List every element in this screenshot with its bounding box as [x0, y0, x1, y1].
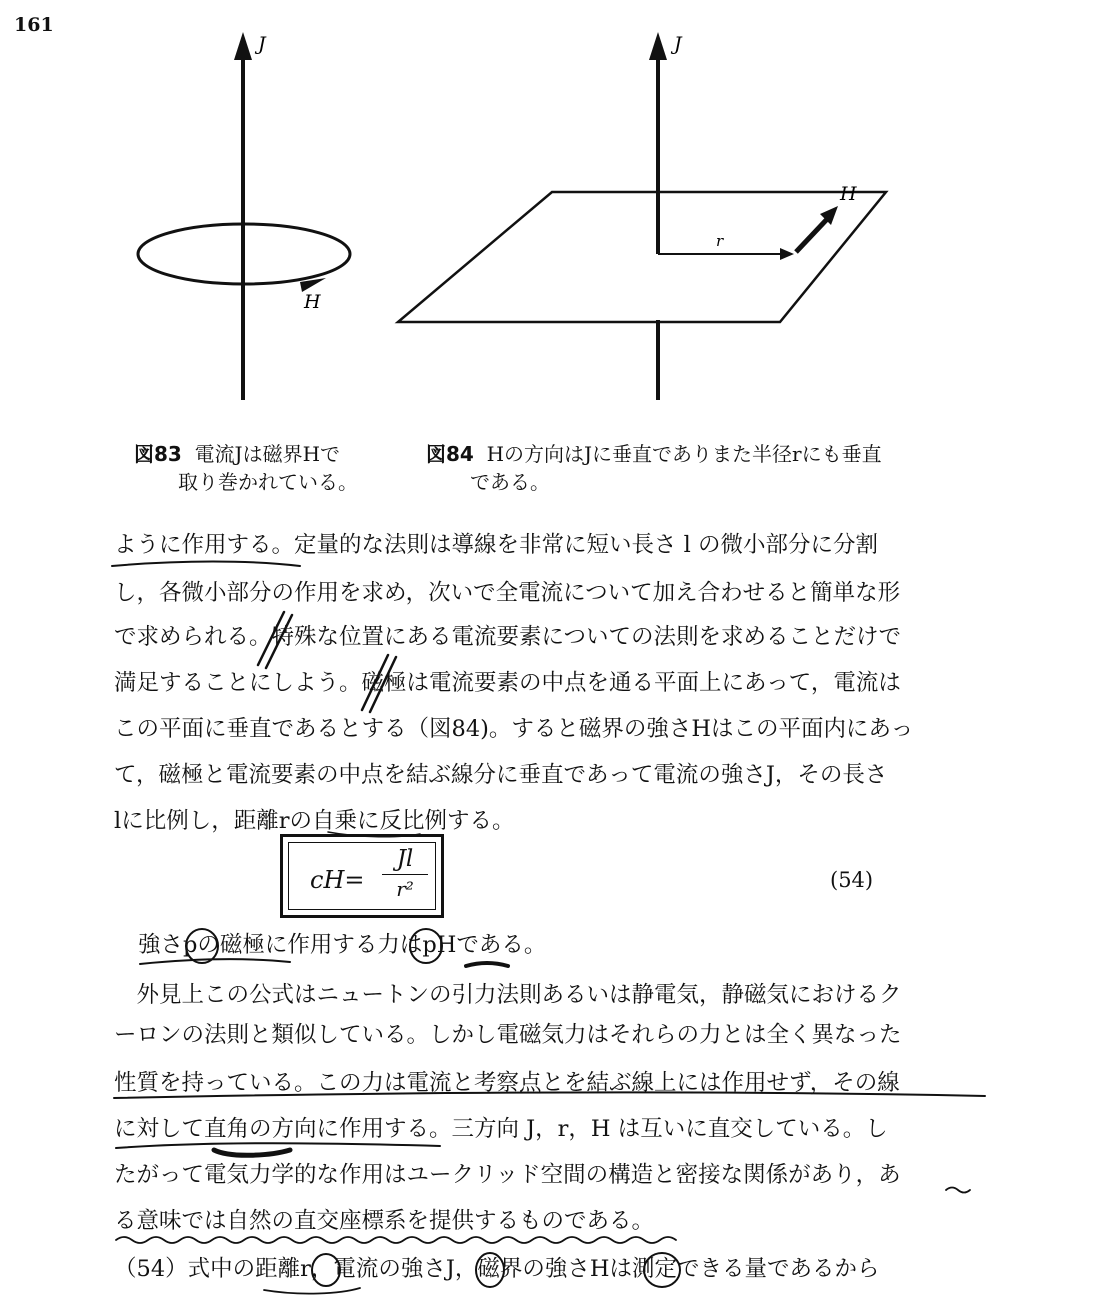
figure-84-caption [426, 440, 882, 496]
body-line: （54）式中の距離r，電流の強さJ，磁界の強さHは測定できる量であるから [114, 1256, 880, 1282]
field-label: H [304, 291, 321, 313]
body-line: この平面に垂直であるとする（図84)。すると磁界の強さHはこの平面内にあっ [114, 716, 914, 742]
body-line: て，磁極と電流要素の中点を結ぶ線分に垂直であって電流の強さJ，その長さ [114, 762, 888, 788]
body-line: で求められる。特殊な位置にある電流要素についての法則を求めることだけで [114, 624, 902, 650]
wavy-underline-mark [116, 1237, 676, 1243]
field-label: H [840, 183, 857, 205]
caption-text: 取り巻かれている。 [178, 470, 358, 494]
body-line: 強さpの磁極に作用する力はpHである。 [138, 932, 547, 958]
equation-fraction [382, 846, 428, 901]
caption-text: Hの方向はJに垂直でありまた半径rにも垂直 [486, 442, 882, 466]
body-line: たがって電気力学的な作用はユークリッド空間の構造と密接な関係があり，あ [114, 1162, 901, 1188]
page-number: 161 [14, 14, 54, 36]
caption-text: である。 [470, 470, 550, 494]
underline-mark [112, 562, 300, 567]
current-arrow-icon [234, 32, 252, 60]
figure-84 [398, 32, 886, 400]
equation-lhs: cH= [310, 866, 365, 894]
caption-number: 図84 [426, 442, 474, 466]
wavy-underline-mark [946, 1188, 970, 1193]
caption-text: 電流Jは磁界Hで [194, 442, 341, 466]
body-line: 性質を持っている。この力は電流と考察点とを結ぶ線上には作用せず，その線 [114, 1070, 900, 1096]
caption-number: 図83 [134, 442, 182, 466]
body-line: ように作用する。定量的な法則は導線を非常に短い長さ l の微小部分に分割 [114, 532, 879, 558]
current-label: J [674, 33, 682, 55]
equation-numerator: Jl [396, 846, 414, 872]
current-label: J [258, 33, 266, 55]
radius-label: r [716, 232, 724, 250]
equation-denominator: r² [396, 877, 414, 901]
equation-number: (54) [830, 868, 874, 892]
body-line: に対して直角の方向に作用する。三方向 J，r，H は互いに直交している。し [114, 1116, 888, 1142]
field-vector [796, 216, 830, 252]
underline-mark [214, 1150, 290, 1155]
figure-83 [138, 32, 350, 400]
plane [398, 192, 886, 322]
body-line: る意味では自然の直交座標系を提供するものである。 [114, 1208, 655, 1234]
body-line: 外見上この公式はニュートンの引力法則あるいは静電気，静磁気におけるク [114, 982, 902, 1008]
underline-mark [466, 963, 508, 966]
radius-arrow-icon [780, 248, 794, 260]
figure-83-caption [134, 440, 358, 496]
current-arrow-icon [649, 32, 667, 60]
body-line: 満足することにしよう。磁極は電流要素の中点を通る平面上にあって，電流は [114, 670, 901, 696]
underline-mark [264, 1288, 360, 1294]
body-line: ーロンの法則と類似している。しかし電磁気力はそれらの力とは全く異なった [114, 1022, 902, 1048]
body-line: し，各微小部分の作用を求め，次いで全電流について加え合わせると簡単な形 [114, 580, 901, 606]
body-line: lに比例し，距離rの自乗に反比例する。 [114, 808, 515, 834]
